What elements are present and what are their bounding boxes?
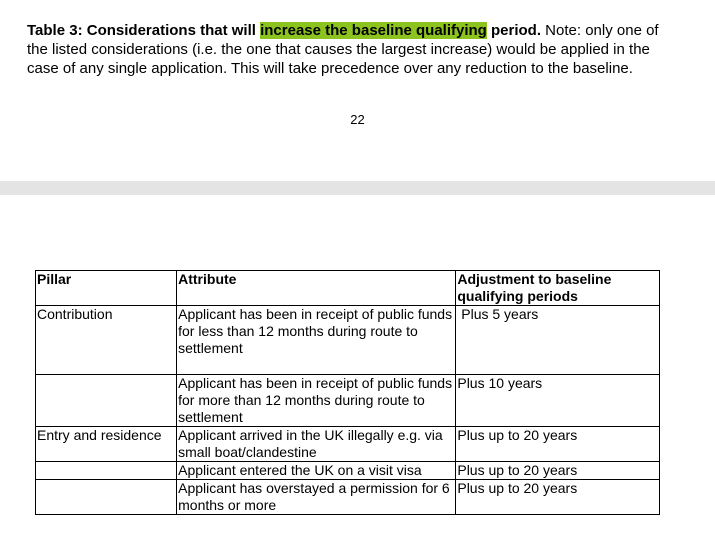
cell-attribute: Applicant has overstayed a permission for 6 months or more: [177, 480, 456, 515]
caption-bold-tail: period.: [486, 22, 542, 39]
cell-pillar: [36, 480, 177, 515]
cell-adjustment: Plus 10 years: [456, 375, 660, 427]
table-row: [36, 375, 660, 427]
cell-adjustment: Plus up to 20 years: [456, 427, 660, 462]
cell-attribute: Applicant entered the UK on a visit visa: [177, 462, 456, 480]
caption-note: Note: only one of the listed considerations (i.e. the one that causes the largest increase) would be applied in the case of any single application. This will take precedence over any reduction to the baseline.: [27, 22, 659, 77]
cell-adjustment: Plus 5 years: [456, 306, 660, 375]
cell-pillar: Entry and residence: [36, 427, 177, 462]
table-row: [36, 427, 660, 462]
page-separator: [0, 181, 715, 195]
cell-adjustment: Plus up to 20 years: [456, 462, 660, 480]
table-header-row: [36, 271, 660, 306]
cell-pillar: [36, 462, 177, 480]
considerations-table: [35, 270, 660, 515]
header-attribute: Attribute: [177, 271, 456, 306]
page-upper: [0, 0, 715, 181]
caption-highlight: increase the baseline qualifying: [260, 22, 487, 39]
caption-bold-lead: Table 3: Considerations that will: [27, 22, 261, 39]
page-number: 22: [350, 112, 365, 127]
table-row: [36, 480, 660, 515]
cell-pillar: [36, 375, 177, 427]
cell-adjustment: Plus up to 20 years: [456, 480, 660, 515]
table-caption: [27, 21, 677, 78]
cell-attribute: Applicant has been in receipt of public funds for more than 12 months during route to settlement: [177, 375, 456, 427]
table-row: [36, 306, 660, 375]
cell-attribute: Applicant arrived in the UK illegally e.g. via small boat/clandestine: [177, 427, 456, 462]
header-adjustment: Adjustment to baseline qualifying periods: [456, 271, 660, 306]
cell-pillar: Contribution: [36, 306, 177, 375]
header-pillar: Pillar: [36, 271, 177, 306]
cell-attribute: Applicant has been in receipt of public funds for less than 12 months during route to settlement: [177, 306, 456, 375]
table-row: [36, 462, 660, 480]
